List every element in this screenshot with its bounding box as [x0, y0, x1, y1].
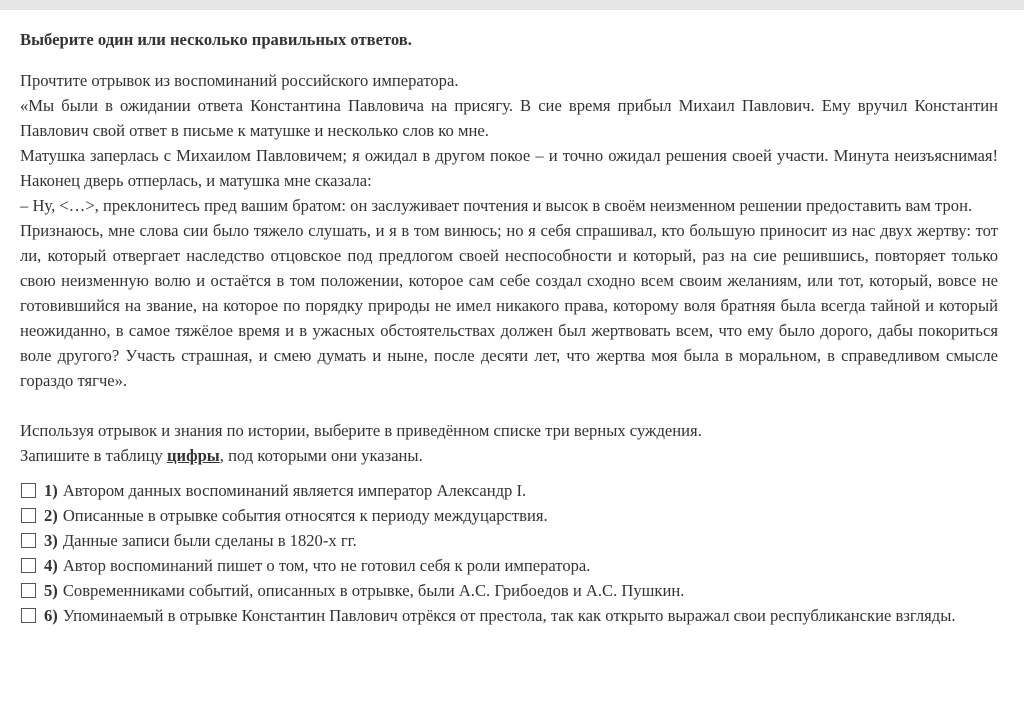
question-content	[0, 10, 1024, 628]
task-line-2	[20, 443, 998, 468]
passage-intro: Прочтите отрывок из воспоминаний российского императора.	[20, 71, 459, 90]
option-number: 2)	[44, 506, 58, 525]
task-line-2-end: , под которыми они указаны.	[219, 446, 423, 465]
question-instruction: Выберите один или несколько правильных ответов.	[20, 30, 412, 49]
answer-option-1[interactable]	[20, 478, 998, 503]
option-number: 4)	[44, 556, 58, 575]
answer-checkbox-6[interactable]	[21, 608, 36, 623]
top-bar	[0, 0, 1024, 10]
passage-paragraph: «Мы были в ожидании ответа Константина Павловича на присягу. В сие время прибыл Михаил Павлович. Ему вручил Константин Павлович свой ответ в письме к матушке и несколько слов ко мне.	[20, 96, 998, 140]
task-statement	[20, 418, 998, 468]
passage-paragraph: Признаюсь, мне слова сии было тяжело слушать, и я в том винюсь; но я себя спрашивал, кто большую приносит из нас двух жертву: тот ли, который отвергает наследство отцовское под предлогом своей неспособности и который, раз на сие решившись, повторяет только свою неизменную волю и остаётся в том положении, которое сам себе создал сходно всем своим желаниям, или тот, который, вовсе не готовившийся на звание, на которое по порядку природы не имел никакого права, которому воля братняя была всегда тайной и который неожиданно, в самое тяжёлое время и в ужасных обстоятельствах должен был жертвовать всем, что ему было дорого, дабы покориться воле другого? Участь страшная, и смею думать и ныне, после десяти лет, что жертва моя была в моральном, в справедливом смысле гораздо тягче».	[20, 221, 998, 390]
task-digits-word: цифры	[166, 446, 220, 465]
option-text: Упоминаемый в отрывке Константин Павлович отрёкся от престола, так как открыто выражал свои республиканские взгляды.	[62, 606, 956, 625]
answer-option-2[interactable]	[20, 503, 998, 528]
task-line-2-start: Запишите в таблицу	[20, 446, 167, 465]
source-passage	[20, 68, 998, 393]
answer-options	[20, 478, 998, 628]
option-number: 1)	[44, 481, 58, 500]
answer-option-5[interactable]	[20, 578, 998, 603]
option-text: Данные записи были сделаны в 1820-х гг.	[62, 531, 357, 550]
option-text: Автором данных воспоминаний является император Александр I.	[62, 481, 527, 500]
passage-paragraph: Матушка заперлась с Михаилом Павловичем; я ожидал в другом покое – и точно ожидал решения своей участи. Минута неизъяснимая! Наконец дверь отперлась, и матушка мне сказала:	[20, 146, 998, 190]
option-text: Автор воспоминаний пишет о том, что не готовил себя к роли императора.	[62, 556, 591, 575]
answer-checkbox-4[interactable]	[21, 558, 36, 573]
answer-option-3[interactable]	[20, 528, 998, 553]
passage-paragraph: – Ну, <…>, преклонитесь пред вашим братом: он заслуживает почтения и высок в своём неизменном решении предоставить вам трон.	[20, 196, 973, 215]
option-number: 5)	[44, 581, 58, 600]
option-number: 3)	[44, 531, 58, 550]
task-line-1: Используя отрывок и знания по истории, выберите в приведённом списке три верных суждения.	[20, 421, 702, 440]
answer-option-6[interactable]	[20, 603, 998, 628]
option-text: Современниками событий, описанных в отрывке, были А.С. Грибоедов и А.С. Пушкин.	[62, 581, 685, 600]
answer-option-4[interactable]	[20, 553, 998, 578]
answer-checkbox-1[interactable]	[21, 483, 36, 498]
answer-checkbox-2[interactable]	[21, 508, 36, 523]
option-text: Описанные в отрывке события относятся к периоду междуцарствия.	[62, 506, 548, 525]
option-number: 6)	[44, 606, 58, 625]
answer-checkbox-5[interactable]	[21, 583, 36, 598]
answer-checkbox-3[interactable]	[21, 533, 36, 548]
